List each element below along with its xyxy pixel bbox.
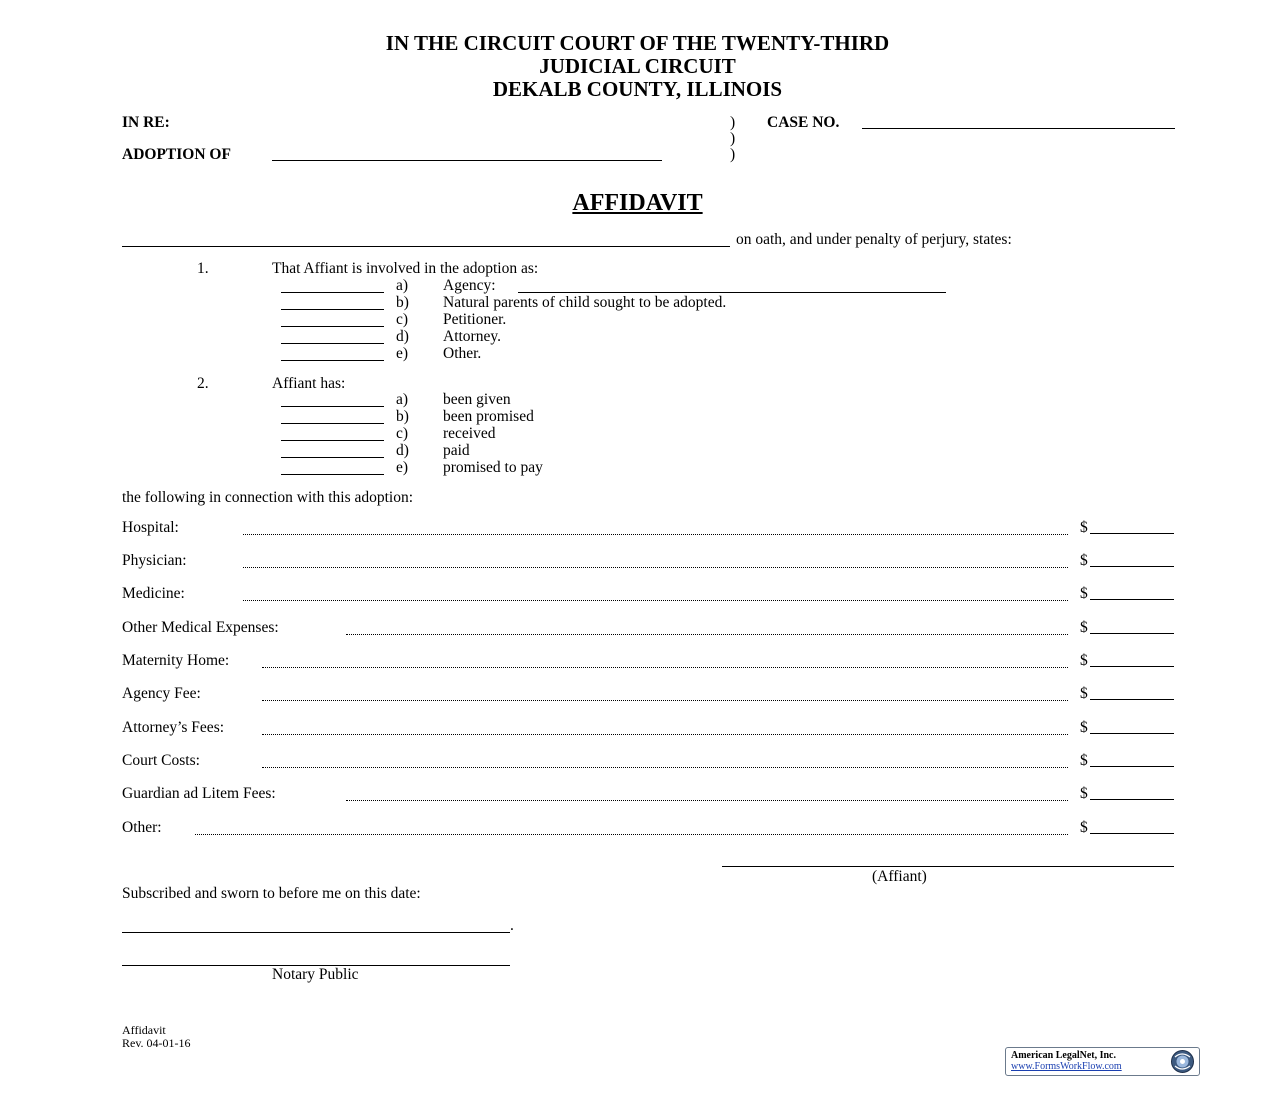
expense-label-hospital: Hospital: xyxy=(122,519,179,536)
dollar-sign: $ xyxy=(1080,552,1088,569)
court-name-line-1: IN THE CIRCUIT COURT OF THE TWENTY-THIRD xyxy=(385,31,890,55)
court-county-line: DEKALB COUNTY, ILLINOIS xyxy=(492,77,783,101)
section-1-letter: a) xyxy=(396,277,409,294)
oath-statement: on oath, and under penalty of perjury, states: xyxy=(736,231,1012,248)
section-2-letter: e) xyxy=(396,459,409,476)
section-1-check-field[interactable] xyxy=(281,346,384,361)
expense-amount-field-maternity-home[interactable] xyxy=(1090,652,1174,667)
section-2-check-field[interactable] xyxy=(281,392,384,407)
expense-amount-field-other[interactable] xyxy=(1090,819,1174,834)
expense-label-court-costs: Court Costs: xyxy=(122,752,200,769)
section-2-option-received: received xyxy=(443,425,496,442)
section-1-option-other: Other. xyxy=(443,345,482,362)
document-title: AFFIDAVIT xyxy=(572,190,703,216)
dollar-sign: $ xyxy=(1080,819,1088,836)
section-1-number: 1. xyxy=(197,260,209,277)
expense-label-medicine: Medicine: xyxy=(122,585,185,602)
adoption-of-label: ADOPTION OF xyxy=(122,146,231,163)
section-2-check-field[interactable] xyxy=(281,443,384,458)
affiant-label: (Affiant) xyxy=(872,868,927,885)
american-legalnet-logo[interactable] xyxy=(1005,1047,1200,1076)
dollar-sign: $ xyxy=(1080,785,1088,802)
section-2-option-promised-to-pay: promised to pay xyxy=(443,459,543,476)
expense-leader xyxy=(243,534,1068,535)
notary-signature-field[interactable] xyxy=(122,951,510,966)
expense-amount-field-physician[interactable] xyxy=(1090,552,1174,567)
section-2-option-promised: been promised xyxy=(443,408,534,425)
section-1-check-field[interactable] xyxy=(281,295,384,310)
notary-public-label: Notary Public xyxy=(272,966,359,983)
expense-amount-field-medicine[interactable] xyxy=(1090,585,1174,600)
section-1-intro: That Affiant is involved in the adoption as: xyxy=(272,260,539,277)
section-2-option-paid: paid xyxy=(443,442,470,459)
section-2-letter: c) xyxy=(396,425,409,442)
expense-leader xyxy=(262,667,1068,668)
adoption-of-name-field[interactable] xyxy=(272,146,662,161)
expense-leader xyxy=(262,767,1068,768)
dollar-sign: $ xyxy=(1080,685,1088,702)
section-1-option-agency: Agency: xyxy=(443,277,496,294)
expense-label-attorneys-fees: Attorney’s Fees: xyxy=(122,719,225,736)
expense-leader xyxy=(243,600,1068,601)
case-no-label: CASE NO. xyxy=(767,114,840,131)
expense-amount-field-court-costs[interactable] xyxy=(1090,752,1174,767)
section-1-check-field[interactable] xyxy=(281,312,384,327)
footer-revision: Rev. 04-01-16 xyxy=(122,1036,191,1050)
affiant-name-field[interactable] xyxy=(122,232,730,247)
date-period: . xyxy=(510,917,514,934)
expense-amount-field-attorneys-fees[interactable] xyxy=(1090,719,1174,734)
affiant-signature-field[interactable] xyxy=(722,852,1174,867)
section-1-option-natural-parents: Natural parents of child sought to be adopted. xyxy=(443,294,727,311)
dollar-sign: $ xyxy=(1080,585,1088,602)
case-no-field[interactable] xyxy=(862,114,1175,129)
expense-leader xyxy=(262,734,1068,735)
agency-name-field[interactable] xyxy=(518,278,946,293)
expense-leader xyxy=(262,700,1068,701)
expense-label-agency-fee: Agency Fee: xyxy=(122,685,201,702)
section-2-letter: d) xyxy=(396,442,409,459)
section-2-check-field[interactable] xyxy=(281,409,384,424)
globe-icon xyxy=(1170,1049,1195,1074)
section-1-check-field[interactable] xyxy=(281,329,384,344)
dollar-sign: $ xyxy=(1080,619,1088,636)
section-2-option-given: been given xyxy=(443,391,511,408)
section-1-check-field[interactable] xyxy=(281,278,384,293)
section-1-option-attorney: Attorney. xyxy=(443,328,501,345)
expense-label-other: Other: xyxy=(122,819,162,836)
section-2-intro: Affiant has: xyxy=(272,375,346,392)
notary-date-field[interactable] xyxy=(122,918,510,933)
expense-leader xyxy=(346,800,1068,801)
logo-company-name: American LegalNet, Inc. xyxy=(1011,1050,1116,1061)
in-re-label: IN RE: xyxy=(122,114,170,131)
dollar-sign: $ xyxy=(1080,652,1088,669)
section-2-letter: a) xyxy=(396,391,409,408)
caption-paren: ) xyxy=(730,130,736,147)
dollar-sign: $ xyxy=(1080,752,1088,769)
section-1-letter: b) xyxy=(396,294,409,311)
expense-leader xyxy=(243,567,1068,568)
section-1-letter: c) xyxy=(396,311,409,328)
section-2-letter: b) xyxy=(396,408,409,425)
expense-leader xyxy=(195,834,1068,835)
following-statement: the following in connection with this adoption: xyxy=(122,489,414,506)
expense-amount-field-agency-fee[interactable] xyxy=(1090,685,1174,700)
footer-form-name: Affidavit xyxy=(122,1023,166,1037)
expense-leader xyxy=(346,634,1068,635)
section-2-check-field[interactable] xyxy=(281,460,384,475)
expense-amount-field-hospital[interactable] xyxy=(1090,519,1174,534)
expense-label-guardian-ad-litem: Guardian ad Litem Fees: xyxy=(122,785,276,802)
court-name-line-2: JUDICIAL CIRCUIT xyxy=(539,54,736,78)
subscribed-sworn-statement: Subscribed and sworn to before me on this date: xyxy=(122,885,421,902)
section-1-option-petitioner: Petitioner. xyxy=(443,311,507,328)
section-2-number: 2. xyxy=(197,375,209,392)
section-2-check-field[interactable] xyxy=(281,426,384,441)
dollar-sign: $ xyxy=(1080,519,1088,536)
section-1-letter: d) xyxy=(396,328,409,345)
expense-label-other-medical: Other Medical Expenses: xyxy=(122,619,279,636)
section-1-letter: e) xyxy=(396,345,409,362)
caption-paren: ) xyxy=(730,114,736,131)
expense-label-physician: Physician: xyxy=(122,552,187,569)
expense-label-maternity-home: Maternity Home: xyxy=(122,652,230,669)
caption-paren: ) xyxy=(730,146,736,163)
logo-url-link[interactable]: www.FormsWorkFlow.com xyxy=(1011,1061,1122,1072)
dollar-sign: $ xyxy=(1080,719,1088,736)
expense-amount-field-guardian-ad-litem[interactable] xyxy=(1090,785,1174,800)
expense-amount-field-other-medical[interactable] xyxy=(1090,619,1174,634)
